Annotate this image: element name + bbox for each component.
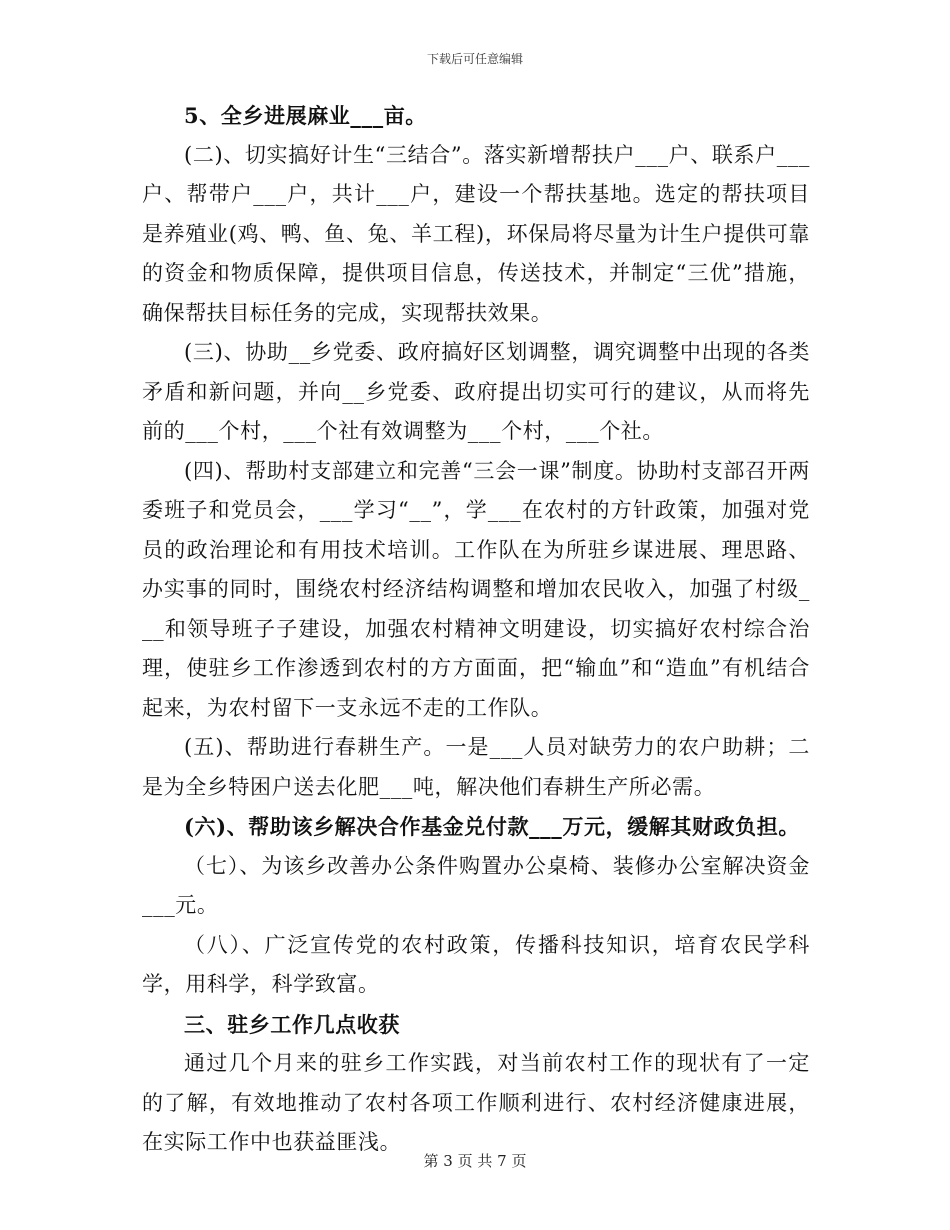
paragraph-section-4: (四)、帮助村支部建立和完善“三会一课”制度。协助村支部召开两委班子和党员会，___学习“__”，学___在农村的方针政策，加强对党员的政治理论和有用技术培训。工作队在为所驻乡谋进展、理思路、办实事的同时，围绕农村经济结构调整和增加农民收入，加强了村级___和领导班子子建设，加强农村精神文明建设，切实搞好农村综合治理，使驻乡工作渗透到农村的方方面面，把“输血”和“造血”有机结合起来，为农村留下一支永远不走的工作队。	[142, 458, 810, 720]
page-header-note: 下载后可任意编辑	[426, 52, 523, 66]
paragraph-section-8: （八）、广泛宣传党的农村政策，传播科技知识，培育农民学科学，用科学，科学致富。	[142, 932, 810, 996]
paragraph-section-3: (三)、协助__乡党委、政府搞好区划调整，调究调整中出现的各类矛盾和新问题，并向__乡党委、政府提出切实可行的建议，从而将先前的___个村，___个社有效调整为___个村，___个社。	[142, 340, 810, 443]
page-number-footer: 第 3 页 共 7 页	[423, 1152, 527, 1170]
document-body	[142, 96, 810, 1163]
paragraph-section-6: (六)、帮助该乡解决合作基金兑付款___万元，缓解其财政负担。	[184, 814, 800, 839]
paragraph-section-7: （七）、为该乡改善办公条件购置办公桌椅、装修办公室解决资金___元。	[142, 853, 810, 917]
paragraph-section-5: (五)、帮助进行春耕生产。一是___人员对缺劳力的农户助耕；二是为全乡特困户送去化肥___吨，解决他们春耕生产所必需。	[142, 735, 810, 799]
paragraph-section-2: (二)、切实搞好计生“三结合”。落实新增帮扶户___户、联系户___户、帮带户___户，共计___户，建设一个帮扶基地。选定的帮扶项目是养殖业(鸡、鸭、鱼、兔、羊工程)，环保局将尽量为计生户提供可靠的资金和物质保障，提供项目信息，传送技术，并制定“三优”措施，确保帮扶目标任务的完成，实现帮扶效果。	[142, 142, 810, 325]
paragraph-item-5: 5、全乡进展麻业___亩。	[184, 103, 427, 128]
section-heading-harvest: 三、驻乡工作几点收获	[184, 1011, 400, 1037]
paragraph-harvest-intro: 通过几个月来的驻乡工作实践，对当前农村工作的现状有了一定的了解，有效地推动了农村各项工作顺利进行、农村经济健康进展，在实际工作中也获益匪浅。	[142, 1051, 810, 1154]
